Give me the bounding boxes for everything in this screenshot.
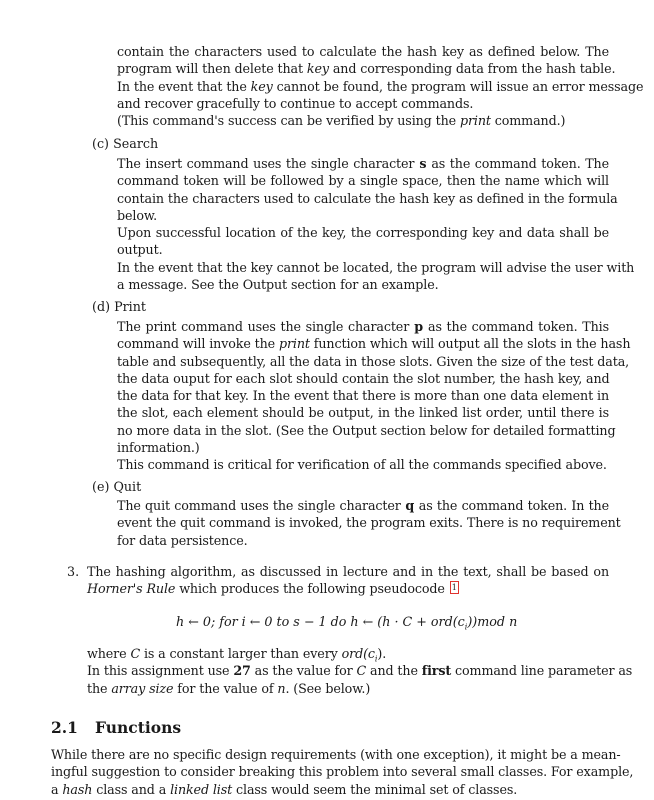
section-line-2: ingful suggestion to consider breaking this problem into several small classes. For example, [51,764,634,780]
delete-line-5: (This command's success can be verified by using the print command.) [117,113,566,129]
emphasis: p [409,319,429,334]
emphasis: print [459,113,491,129]
delete-description [117,43,644,129]
emphasis: key [250,78,273,94]
print-line-4: the data ouput for each slot should contain the slot number, the hash key, and [117,370,610,386]
print-line-1: The print command uses the single character p as the command token. This [117,319,609,334]
print-line-2: command will invoke the print function which will output all the slots in the hash [117,336,631,352]
section-number: 2.1 [51,718,78,737]
search-line-3: contain the characters used to calculate the hash key as defined in the formula [117,190,618,206]
print-title: Print [114,299,147,314]
section-body [51,746,634,798]
print-line-7: no more data in the slot. (See the Output section below for detailed formatting [117,422,616,438]
search-line-5: Upon successful location of the key, the corresponding key and data shall be [117,225,609,241]
print-line-8: information.) [117,440,200,456]
search-line-2: command token will be followed by a single space, then the name which will [117,173,609,189]
print-label: (d) Print [92,299,147,314]
delete-line-4: and recover gracefully to continue to accept commands. [117,95,474,111]
item-3-line-2: Horner's Rule which produces the following pseudocode 1 [87,580,609,597]
search-line-7: In the event that the key cannot be located, the program will advise the user with [117,259,635,275]
item-3-use-line: In this assignment use 27 as the value for C and the first command line parameter as [87,663,633,679]
quit-label: (e) Quit [92,479,142,494]
item-3-params [87,645,633,697]
section-title: Functions [95,718,182,737]
search-label: (c) Search [92,136,159,151]
print-line-5: the data for that key. In the event that there is more than one data element in [117,388,609,404]
delete-line-2: program will then delete that key and corresponding data from the hash table. [117,61,616,77]
section-line-1: While there are no specific design requirements (with one exception), it might be a mean- [51,747,621,762]
section-line-3: a hash class and a linked list class would seem the minimal set of classes. [51,781,518,797]
item-3-number: 3. [67,564,80,579]
footnote-link[interactable]: 1 [450,581,459,594]
search-line-1: The insert command uses the single character s as the command token. The [117,156,610,171]
quit-line-3: for data persistence. [117,532,248,548]
emphasis: s [414,156,432,171]
quit-line-1: The quit command uses the single character q as the command token. In the [117,498,609,513]
search-line-8: a message. See the Output section for an example. [117,277,439,293]
item-3-description [87,563,609,598]
quit-description [117,497,621,549]
print-description [117,318,631,474]
emphasis: key [306,61,329,77]
print-line-9: This command is critical for verification of all the commands specified above. [117,457,607,473]
delete-line-3: In the event that the key cannot be found, the program will issue an error message [117,78,644,94]
search-description [117,155,635,293]
emphasis: print [278,336,310,352]
search-line-4: below. [117,207,157,223]
quit-line-2: event the quit command is invoked, the program exits. There is no requirement [117,515,621,531]
emphasis: q [400,498,419,513]
item-3-where-line: where C is a constant larger than every $ord(c_i)$. [87,646,387,664]
quit-title: Quit [113,479,142,494]
print-line-6: the slot, each element should be output, in the linked list order, until there is [117,405,609,421]
item-3-line-1: The hashing algorithm, as discussed in lecture and in the text, shall be based on [87,564,609,579]
horner-formula: h ← 0; for i ← 0 to s − 1 do h ← $(h \cdot C + ord(c_i))mod$ n [176,614,518,632]
delete-line-1: contain the characters used to calculate the hash key as defined below. The [117,44,609,59]
search-line-6: output. [117,242,163,258]
print-line-3: table and subsequently, all the data in those slots. Given the size of the test data, [117,353,630,369]
item-3-array-line: the array size for the value of n. (See below.) [87,680,371,696]
search-title: Search [113,136,159,151]
